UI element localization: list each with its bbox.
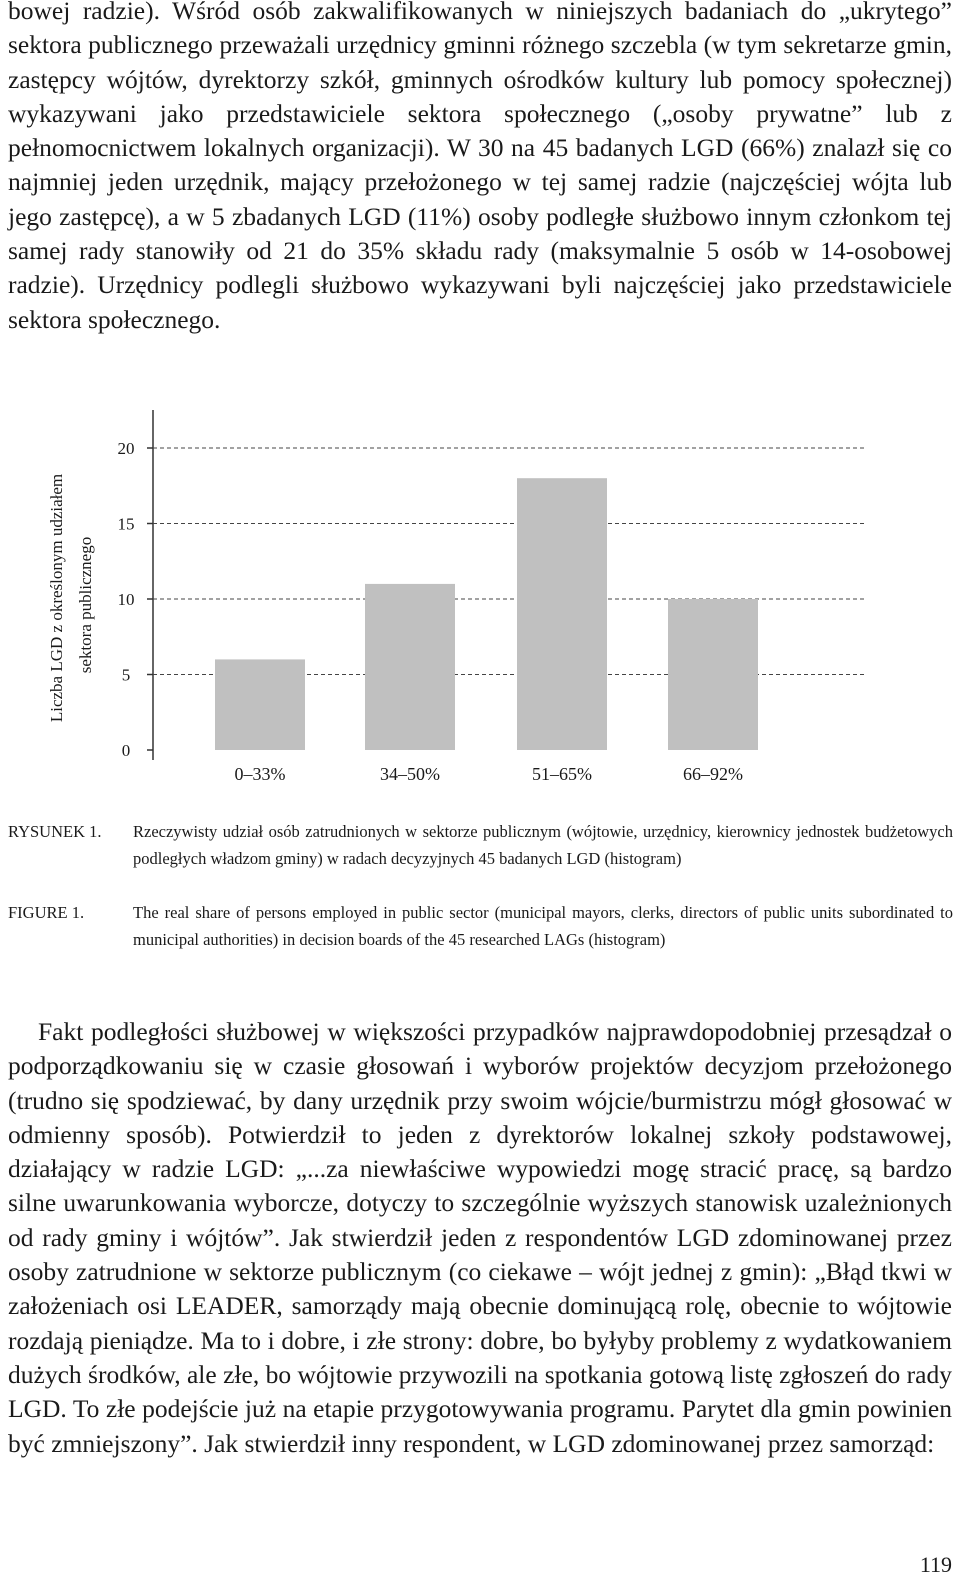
y-axis-label-line-2: sektora publicznego (76, 536, 95, 674)
y-tick-label-4: 20 (117, 439, 135, 458)
y-tick-label-3: 15 (117, 514, 135, 534)
caption-label-pl: RYSUNEK 1. (8, 822, 102, 841)
y-tick-label-1: 5 (121, 665, 131, 685)
caption-text-en: The real share of persons employed in public sector (municipal mayors, clerks, directors of public units subordinated to municipal authorities) in decision boards of the 45 researched LAGs (histogram) (133, 903, 953, 949)
x-category-label-1: 34–50% (380, 764, 440, 784)
bar-3 (668, 599, 758, 750)
paragraph-bottom (8, 1015, 952, 1461)
y-tick-label-0: 0 (121, 741, 131, 760)
figure-histogram (0, 400, 960, 800)
bar-0 (215, 659, 305, 750)
histogram-chart (0, 400, 960, 800)
paragraph-top: bowej radzie). Wśród osób zakwalifikowanych w niniejszych badaniach do „ukrytego” sektora publicznego przeważali urzędnicy gminni różnego szczebla (w tym sekretarze gmin, zastępcy wójtów, dyrektorzy szkół, gminnych ośrodków kultury lub pomocy społecznej) wykazywani jako przedstawiciele sektora społecznego („osoby prywatne” lub z pełnomocnictwem lokalnych organizacji). W 30 na 45 badanych LGD (66%) znalazł się co najmniej jeden urzędnik, mający przełożonego w tej samej radzie (najczęściej wójta lub jego zastępcę), a w 5 zbadanych LGD (11%) osoby podległe służbowo innym członkom tej samej rady stanowiły od 21 do 35% składu rady (maksymalnie 5 osób w 14-osobowej radzie). Urzędnicy podlegli służbowo wykazywani byli najczęściej jako przedstawiciele sektora społecznego. (8, 0, 952, 334)
bar-2 (517, 478, 607, 750)
x-category-label-0: 0–33% (234, 764, 286, 784)
page-number: 119 (919, 1552, 952, 1577)
bar-1 (365, 584, 455, 750)
y-axis-label-line-1: Liczba LGD z określonym udziałem (47, 473, 66, 723)
paragraph-bottom-text: Fakt podległości służbowej w większości przypadków najprawdopodobniej przesądzał o podporządkowaniu się w czasie głosowań i wyborów projektów decyzjom przełożonego (trudno się spodziewać, by dany urzędnik przy swoim wójcie/burmistrzu mógł głosować w odmienny sposób). Potwierdził to jeden z dyrektorów lokalnej szkoły podstawowej, działający w radzie LGD: „...za niewłaściwe wypowiedzi mogę stracić pracę, są bardzo silne uwarunkowania wyborcze, dotyczy to szczególnie wyższych stanowisk uzależnionych od rady gminy i wójtów”. Jak stwierdził jeden z respondentów LGD zdominowanej przez osoby zatrudnione w sektorze publicznym (co ciekawe – wójt jednej z gmin): „Błąd tkwi w założeniach osi LEADER, samorządy mają obecnie dominującą rolę, obecnie to wójtowie rozdają pieniądze. Ma to i dobre, i złe strony: dobre, bo byłyby problemy z wydatkowaniem dużych środków, ale złe, bo wójtowie przywozili na spotkania gotową listę zgłoszeń do rady LGD. To złe podejście już na etapie przygotowywania programu. Parytet dla gmin powinien być zmniejszony”. Jak stwierdził inny respondent, w LGD zdominowanej przez samorząd: (8, 1017, 952, 1458)
x-category-label-2: 51–65% (532, 764, 592, 784)
y-tick-label-2: 10 (117, 590, 135, 609)
caption-label-en: FIGURE 1. (8, 903, 85, 922)
caption-text-pl: Rzeczywisty udział osób zatrudnionych w sektorze publicznym (wójtowie, urzędnicy, kierownicy jednostek budżetowych podległych władzom gminy) w radach decyzyjnych 45 badanych LGD (histogram) (133, 822, 953, 868)
x-category-label-3: 66–92% (683, 764, 743, 784)
